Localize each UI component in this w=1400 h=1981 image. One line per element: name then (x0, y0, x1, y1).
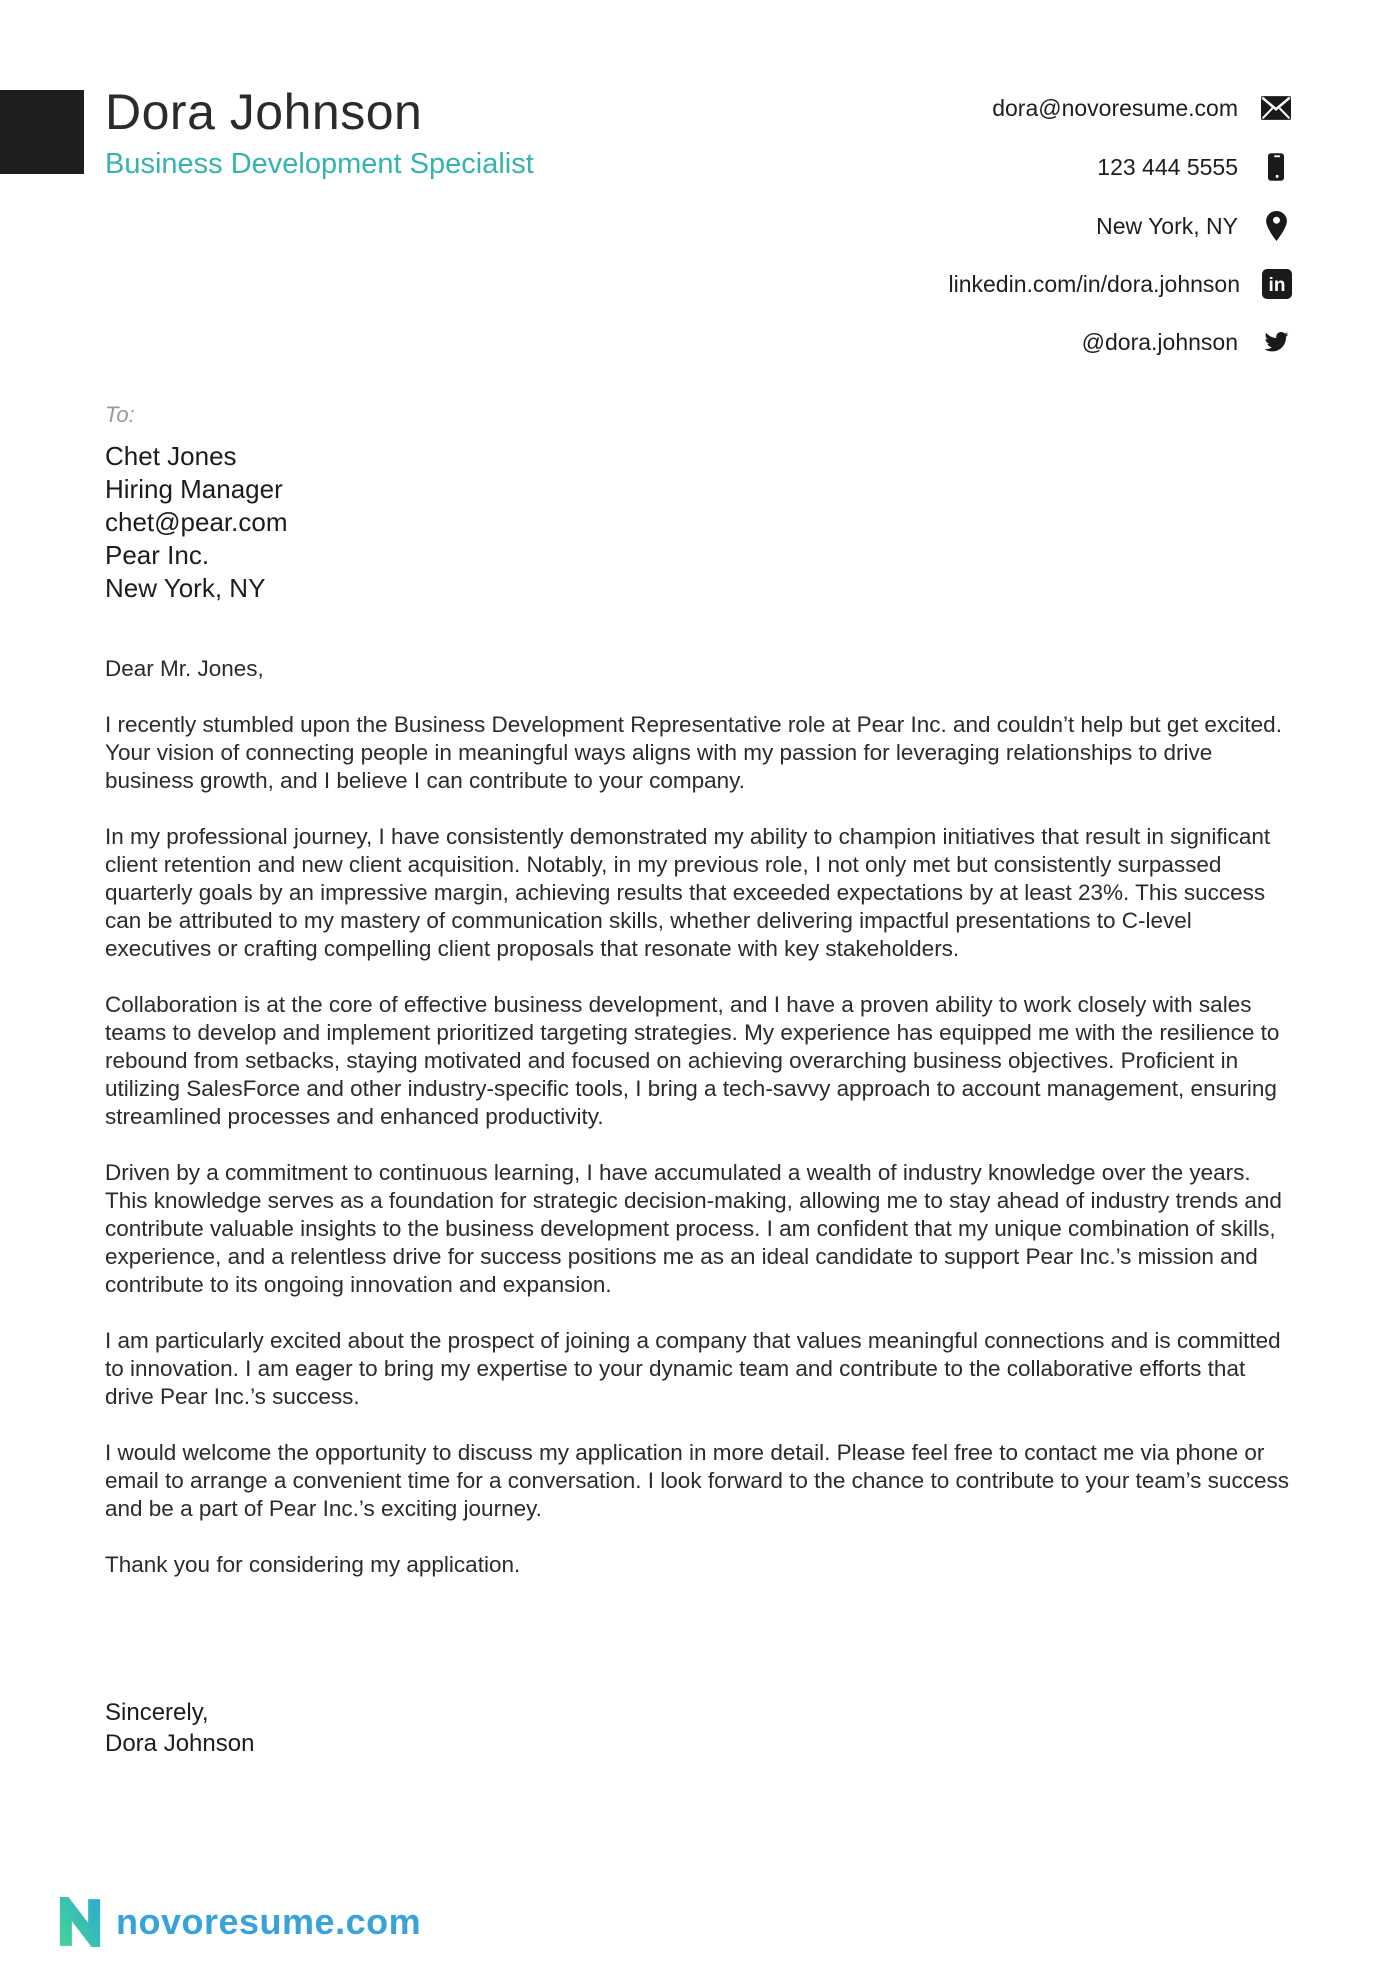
contact-email-label: dora@novoresume.com (992, 94, 1238, 121)
contact-email[interactable] (992, 92, 1292, 124)
letter-body (0, 605, 1400, 1759)
closing-block (105, 1697, 1295, 1759)
recipient-email: chet@pear.com (105, 507, 288, 537)
closing-word: Sincerely, (105, 1699, 209, 1726)
header (0, 0, 1400, 358)
linkedin-icon (1262, 269, 1292, 299)
letter-paragraph-4: Driven by a commitment to continuous learning, I have accumulated a wealth of industry knowledge over the years. This knowledge serves as a foundation for strategic decision-making, allowing me to stay ahead of industry trends and contribute valuable insights to the business development process. I am confident that my unique combination of skills, experience, and a relentless drive for success positions me as an ideal candidate to support Pear Inc.’s mission and contribute to its ongoing innovation and expansion. (105, 1160, 1282, 1297)
recipient-role: Hiring Manager (105, 474, 283, 504)
recipient-location: New York, NY (105, 573, 266, 603)
location-icon (1260, 210, 1292, 242)
letter-paragraph-5: I am particularly excited about the prospect of joining a company that values meaningful connections and is committed to innovation. I am eager to bring my expertise to your dynamic team and contribute to the collaborative efforts that drive Pear Inc.’s success. (105, 1328, 1281, 1409)
letter-paragraph-1: I recently stumbled upon the Business Development Representative role at Pear Inc. and couldn’t help but get excited. Your vision of connecting people in meaningful ways aligns with my passion for leveraging relationships to drive business growth, and I believe I can contribute to your company. (105, 712, 1282, 793)
contact-twitter-label: @dora.johnson (1081, 328, 1238, 355)
contact-info (948, 86, 1292, 358)
recipient-block (0, 358, 1400, 605)
contact-location-label: New York, NY (1096, 212, 1238, 239)
letter-paragraph-6: I would welcome the opportunity to discuss my application in more detail. Please feel free to contact me via phone or email to arrange a convenient time for a conversation. I look forward to the chance to contribute to your team’s success and be a part of Pear Inc.’s exciting journey. (105, 1440, 1289, 1521)
email-icon (1260, 92, 1292, 124)
novoresume-brand-text: novoresume.com (116, 1901, 422, 1942)
contact-phone-label: 123 444 5555 (1097, 153, 1238, 180)
letter-thanks: Thank you for considering my application. (105, 1552, 521, 1577)
contact-linkedin-label: linkedin.com/in/dora.johnson (948, 270, 1240, 297)
novoresume-n-icon (58, 1897, 102, 1947)
twitter-icon (1260, 326, 1292, 358)
job-title: Business Development Specialist (105, 147, 534, 180)
phone-icon (1260, 151, 1292, 183)
novoresume-logo[interactable] (58, 1897, 421, 1947)
header-identity (105, 86, 534, 180)
recipient-to-label: To: (105, 402, 135, 427)
recipient-name: Chet Jones (105, 441, 237, 471)
contact-linkedin[interactable] (948, 269, 1292, 299)
contact-location[interactable] (1096, 210, 1292, 242)
salutation: Dear Mr. Jones, (105, 656, 264, 681)
letter-paragraph-2: In my professional journey, I have consistently demonstrated my ability to champion initiatives that result in significant client retention and new client acquisition. Notably, in my previous role, I not only met but consistently surpassed quarterly goals by an impressive margin, achieving results that exceeded expectations by at least 23%. This success can be attributed to my mastery of communication skills, whether delivering impactful presentations to C-level executives or crafting compelling client proposals that resonate with key stakeholders. (105, 824, 1271, 961)
letter-paragraph-3: Collaboration is at the core of effective business development, and I have a proven ability to work closely with sales teams to develop and implement prioritized targeting strategies. My experience has equipped me with the resilience to rebound from setbacks, staying motivated and focused on achieving overarching business objectives. Proficient in utilizing SalesForce and other industry-specific tools, I bring a tech-savvy approach to account management, ensuring streamlined processes and enhanced productivity. (105, 992, 1280, 1129)
signature-name: Dora Johnson (105, 1730, 255, 1757)
contact-twitter[interactable] (1082, 326, 1292, 358)
header-accent-square (0, 90, 84, 174)
linkedin-glyph: in (1268, 274, 1286, 296)
recipient-company: Pear Inc. (105, 540, 210, 570)
person-name: Dora Johnson (105, 84, 423, 140)
contact-phone[interactable] (1097, 151, 1292, 183)
